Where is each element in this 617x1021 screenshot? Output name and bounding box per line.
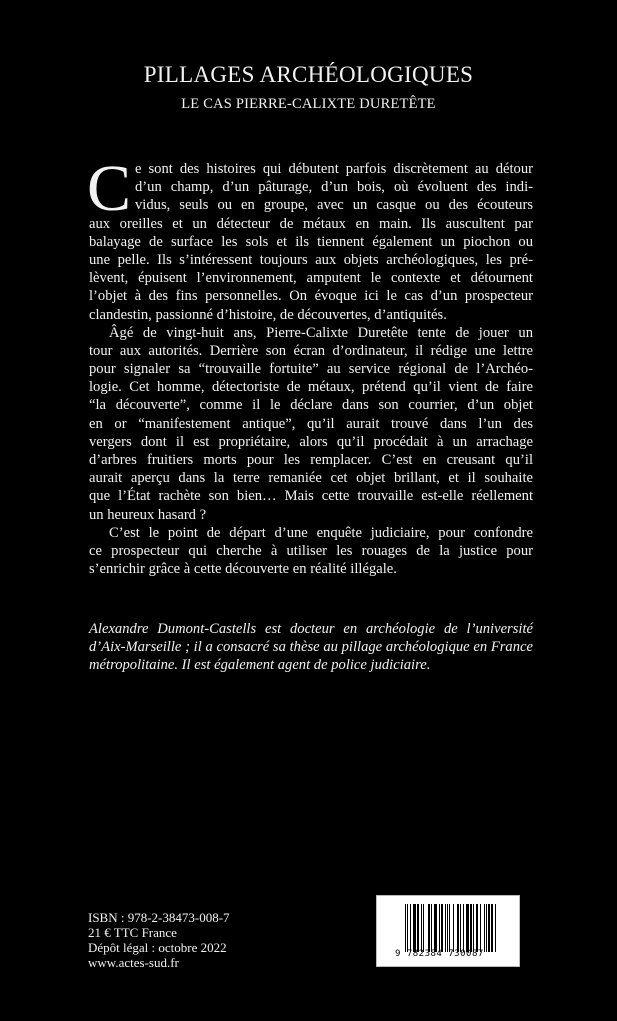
book-title: PILLAGES ARCHÉOLOGIQUES: [143, 62, 474, 87]
blurb-line: que l’État rachète son bien… Mais cette trouvaille est-elle réellement: [89, 488, 533, 505]
blurb-line: balayage de surface les sols et ils tiennent également un piochon ou: [89, 233, 533, 250]
barcode-bar: [496, 904, 497, 952]
author-bio: [89, 620, 533, 675]
isbn: ISBN : 978-2-38473-008-7: [88, 910, 230, 925]
bio-line: d’Aix-Marseille ; il a consacré sa thèse au pillage archéologique en France: [89, 639, 533, 656]
blurb-line: d’un champ, d’un pâturage, d’un bois, où évoluent des indi-: [135, 179, 533, 196]
blurb-line: Âgé de vingt-huit ans, Pierre-Calixte Duretête tente de jouer un: [109, 324, 533, 341]
bio-line: Alexandre Dumont-Castells est docteur en archéologie de l’université: [89, 621, 533, 637]
price: 21 € TTC France: [88, 925, 177, 940]
barcode-number: 9 782384 730087: [395, 949, 484, 959]
blurb-line: clandestin, passionné d’histoire, de découvertes, d’antiquités.: [89, 306, 447, 323]
blurb-line: en or “manifestement antique”, qu’il aurait trouvé dans l’un des: [89, 415, 533, 432]
bio-line: métropolitaine. Il est également agent de police judiciaire.: [89, 657, 431, 674]
publication-info: [88, 910, 230, 970]
book-subtitle: LE CAS PIERRE-CALIXTE DURETÊTE: [181, 96, 436, 112]
blurb-line: “la découverte”, comme il le déclare dans son courrier, d’un objet: [89, 397, 533, 414]
website-link[interactable]: www.actes-sud.fr: [88, 955, 179, 970]
blurb-text: [87, 152, 533, 578]
barcode-bars: [405, 904, 497, 952]
blurb-line: tour aux autorités. Derrière son écran d’ordinateur, il rédige une lettre: [89, 342, 533, 359]
blurb-line: vidus, seuls ou en groupe, avec un casque ou des écouteurs: [135, 197, 533, 214]
blurb-line: vergers dont il est propriétaire, alors qu’il procédait à un arrachage: [89, 433, 533, 450]
blurb-line: ce prospecteur qui cherche à utiliser les rouages de la justice pour: [89, 542, 533, 559]
blurb-line: s’enrichir grâce à cette découverte en réalité illégale.: [89, 561, 397, 578]
blurb-line: une pelle. Ils s’intéressent toujours aux objets archéologiques, les pré-: [89, 251, 533, 268]
blurb-line: aux oreilles et un détecteur de métaux en main. Ils auscultent par: [89, 215, 533, 232]
blurb-line: e sont des histoires qui débutent parfois discrètement au détour: [135, 161, 533, 177]
blurb-line: l’objet à des fins personnelles. On évoque ici le cas d’un prospecteur: [89, 288, 533, 305]
blurb-line: aurait aperçu dans la terre remaniée cet objet brillant, et il souhaite: [89, 470, 533, 487]
blurb-line: pour signaler sa “trouvaille fortuite” au service régional de l’Archéo-: [89, 361, 533, 378]
legal-deposit: Dépôt légal : octobre 2022: [88, 940, 227, 955]
blurb-line: lèvent, épuisent l’environnement, amputent le contexte et détournent: [89, 270, 533, 287]
barcode: [376, 895, 520, 967]
blurb-line: d’arbres fruitiers morts pour les remplacer. C’est en creusant qu’il: [89, 452, 533, 468]
blurb-line: C’est le point de départ d’une enquête judiciaire, pour confondre: [109, 524, 533, 541]
blurb-line: un heureux hasard ?: [89, 506, 207, 523]
blurb-line: logie. Cet homme, détectoriste de métaux, prétend qu’il vient de faire: [89, 379, 533, 396]
drop-cap: C: [87, 152, 132, 225]
